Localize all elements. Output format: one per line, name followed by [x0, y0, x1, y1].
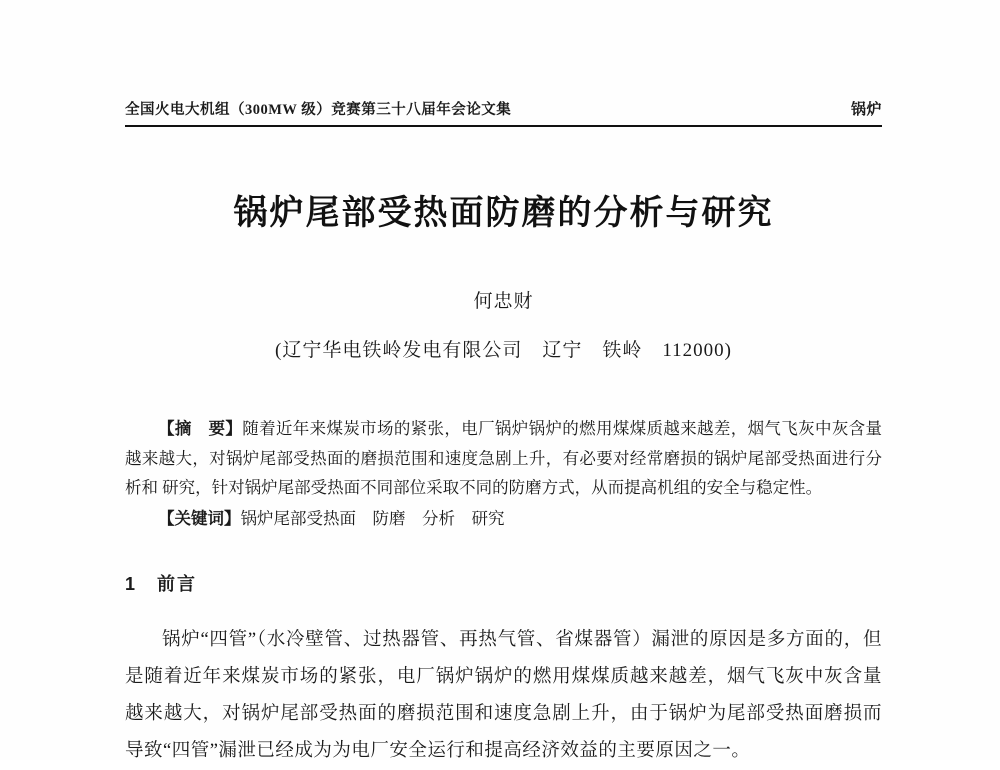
journal-header-right: 锅炉: [850, 102, 882, 118]
abstract-label: 【摘 要】: [158, 420, 243, 438]
keywords-label: 【关键词】: [158, 510, 241, 528]
paper-title: 锅炉尾部受热面防磨的分析与研究: [233, 194, 774, 232]
affiliation: (辽宁华电铁岭发电有限公司 辽宁 铁岭 112000): [275, 340, 732, 361]
section-1-paragraph: 锅炉“四管”（水冷壁管、过热器管、再热气管、省煤器管）漏泄的原因是多方面的，但是随着近年来煤炭市场的紧张，电厂锅炉锅炉的燃用煤煤质越来越差，烟气飞灰中灰含量越来越大，对锅炉尾部受热面的磨损范围和速度急剧上升，由于锅炉为尾部受热面磨损而导致“四管”漏泄已经成为为电厂安全运行和提高经济效益的主要原因之一。: [125, 630, 882, 761]
paper-content: [125, 0, 882, 770]
journal-header: [125, 98, 882, 127]
keywords-paragraph: [125, 504, 882, 534]
abstract-text: 随着近年来煤炭市场的紧张，电厂锅炉锅炉的燃用煤煤质越来越差，烟气飞灰中灰含量越来越大，对锅炉尾部受热面的磨损范围和速度急剧上升，有必要对经常磨损的锅炉尾部受热面进行分析和 研究，针对锅炉尾部受热面不同部位采取不同的防磨方式，从而提高机组的安全与稳定性。: [125, 419, 883, 497]
journal-header-left: 全国火电大机组（300MW 级）竞赛第三十八届年会论文集: [125, 102, 512, 118]
section-1-heading: 1 前言: [125, 574, 198, 594]
author-name: 何忠财: [473, 291, 534, 312]
keywords-text: 锅炉尾部受热面 防磨 分析 研究: [240, 509, 505, 528]
abstract-paragraph: [125, 414, 882, 502]
